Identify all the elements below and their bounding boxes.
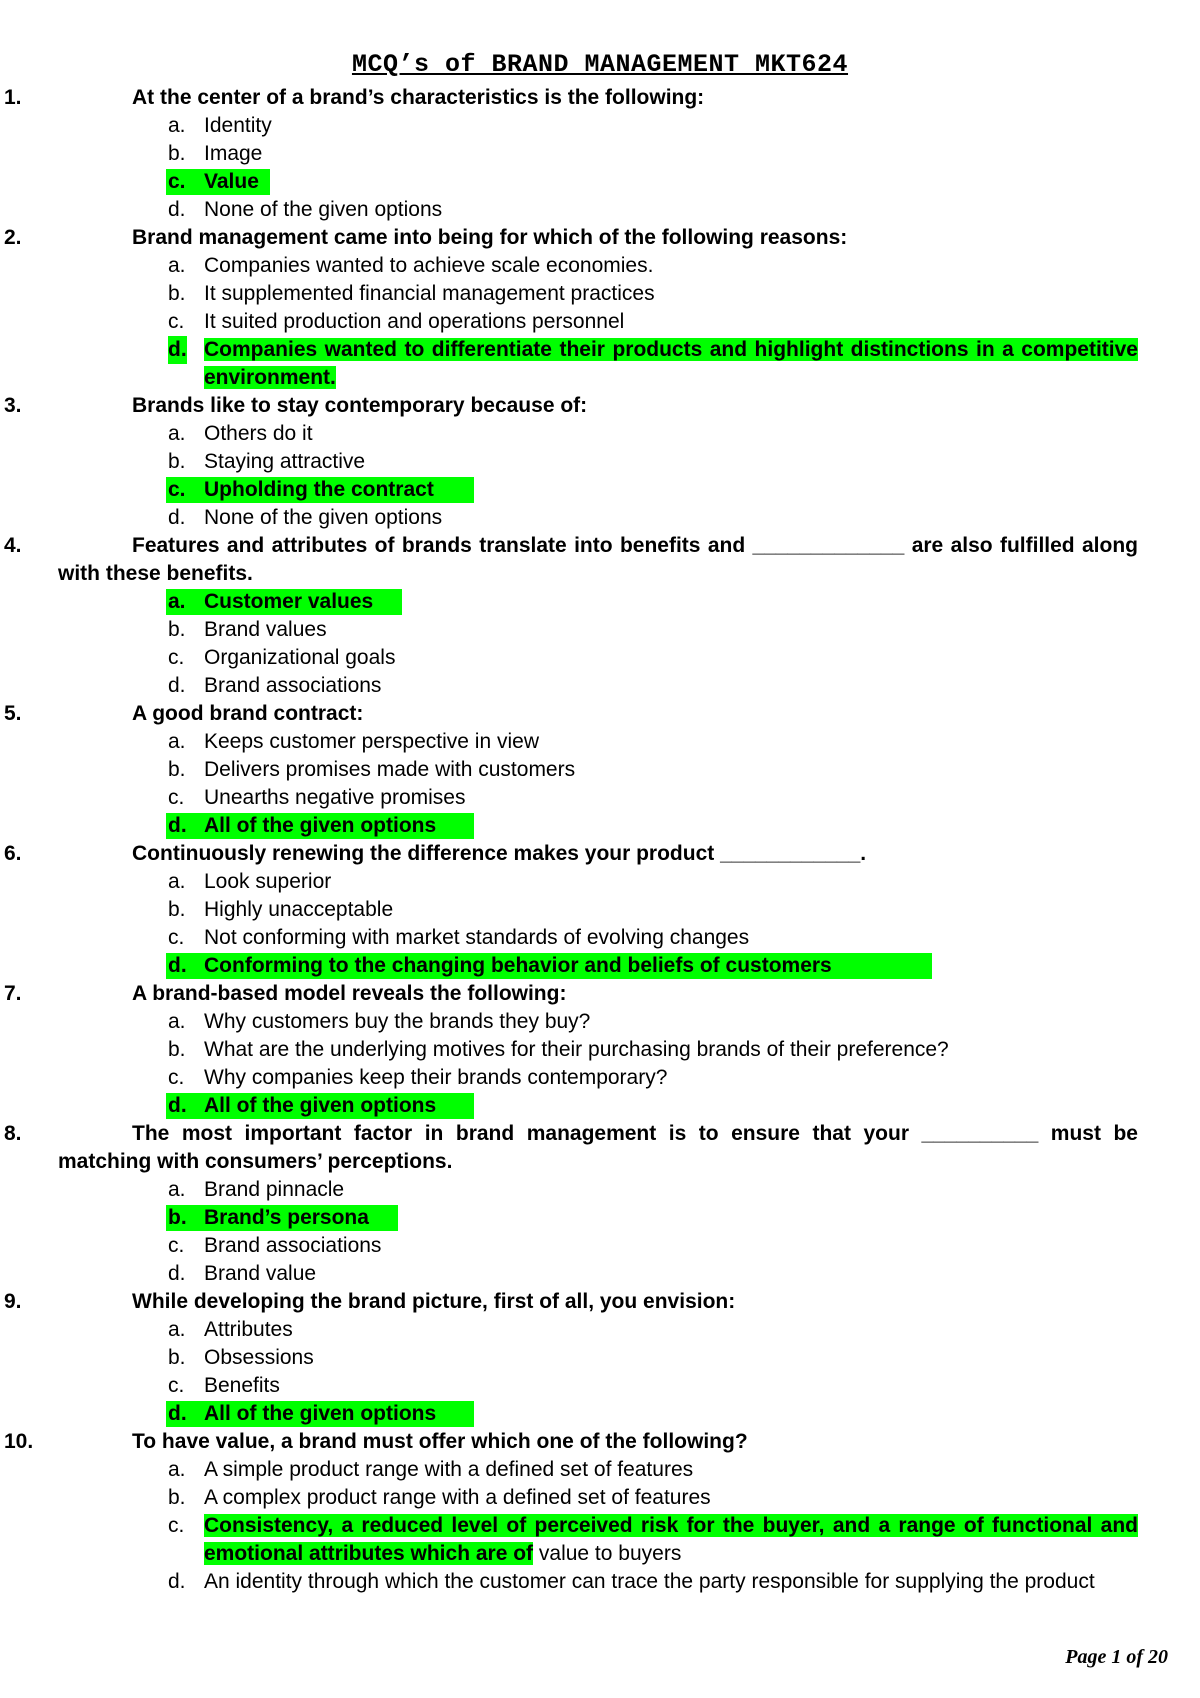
option xyxy=(0,672,1200,700)
correct-option xyxy=(0,336,1200,392)
option-letter: a. xyxy=(168,254,186,277)
question-number: 8. xyxy=(4,1122,22,1145)
option-text: A complex product range with a defined set of features xyxy=(204,1486,711,1509)
option-text: Upholding the contract xyxy=(204,478,434,501)
option xyxy=(0,896,1200,924)
option xyxy=(0,1036,1200,1064)
option-text: All of the given options xyxy=(204,1402,437,1425)
question-number: 5. xyxy=(4,702,22,725)
page-title: MCQ’s of BRAND MANAGEMENT MKT624 xyxy=(351,50,849,79)
option-text: Benefits xyxy=(204,1374,280,1397)
option-letter: d. xyxy=(168,336,187,364)
option-letter: d. xyxy=(168,1570,186,1593)
option xyxy=(0,644,1200,672)
option-letter: d. xyxy=(168,1402,187,1425)
question-number: 4. xyxy=(4,534,22,557)
option-letter: d. xyxy=(168,954,187,977)
question-text: To have value, a brand must offer which one of the following? xyxy=(132,1430,748,1453)
question-10 xyxy=(0,1428,1200,1596)
question-9 xyxy=(0,1288,1200,1428)
option-letter: d. xyxy=(168,814,187,837)
question-1 xyxy=(0,84,1200,224)
option-text: Brand associations xyxy=(204,674,382,697)
option-text: It supplemented financial management practices xyxy=(204,282,655,305)
option-letter: a. xyxy=(168,1178,186,1201)
question-number: 7. xyxy=(4,982,22,1005)
option-text: An identity through which the customer can trace the party responsible for supplying the product xyxy=(204,1570,1095,1593)
option xyxy=(0,784,1200,812)
correct-option xyxy=(0,1512,1200,1568)
option-letter: a. xyxy=(168,730,186,753)
option-text: Brand associations xyxy=(204,1234,382,1257)
option-text-rest: value to buyers xyxy=(533,1542,682,1565)
option-letter: d. xyxy=(168,198,186,221)
option xyxy=(0,1344,1200,1372)
question-7 xyxy=(0,980,1200,1120)
option-text: Identity xyxy=(204,114,272,137)
option-letter: d. xyxy=(168,506,186,529)
option-text: Brand values xyxy=(204,618,327,641)
option xyxy=(0,448,1200,476)
option-text: Why companies keep their brands contemporary? xyxy=(204,1066,668,1089)
question-list xyxy=(0,84,1200,1596)
option-letter: c. xyxy=(168,170,186,193)
correct-option xyxy=(0,1204,1200,1232)
correct-option xyxy=(0,1400,1200,1428)
correct-option xyxy=(0,476,1200,504)
option xyxy=(0,1568,1200,1596)
option-text: Obsessions xyxy=(204,1346,314,1369)
option xyxy=(0,924,1200,952)
option-letter: b. xyxy=(168,1346,186,1369)
question-text: Features and attributes of brands translate into benefits and _____________ are also fulfilled along with these benefits. xyxy=(58,534,1138,585)
option-letter: b. xyxy=(168,450,186,473)
option-text: Image xyxy=(204,142,263,165)
question-number: 2. xyxy=(4,226,22,249)
option-letter: b. xyxy=(168,142,186,165)
option-text: What are the underlying motives for their purchasing brands of their preference? xyxy=(204,1038,949,1061)
option xyxy=(0,112,1200,140)
option-text: Conforming to the changing behavior and beliefs of customers xyxy=(204,954,832,977)
option-letter: c. xyxy=(168,1374,185,1397)
option-letter: a. xyxy=(168,114,186,137)
option-letter: c. xyxy=(168,1514,185,1537)
option xyxy=(0,1176,1200,1204)
question-text: The most important factor in brand management is to ensure that your __________ must be matching with consumers’ perceptions. xyxy=(58,1122,1138,1173)
question-number: 9. xyxy=(4,1290,22,1313)
option xyxy=(0,196,1200,224)
correct-option xyxy=(0,1092,1200,1120)
question-number: 6. xyxy=(4,842,22,865)
option-text: A simple product range with a defined set of features xyxy=(204,1458,694,1481)
option-text: Attributes xyxy=(204,1318,293,1341)
option-text: Value xyxy=(204,170,259,193)
option xyxy=(0,280,1200,308)
correct-option xyxy=(0,168,1200,196)
option xyxy=(0,1484,1200,1512)
option-letter: b. xyxy=(168,618,186,641)
option-letter: b. xyxy=(168,898,186,921)
option-letter: c. xyxy=(168,646,185,669)
option xyxy=(0,728,1200,756)
option xyxy=(0,140,1200,168)
option-letter: a. xyxy=(168,1010,186,1033)
question-8 xyxy=(0,1120,1200,1288)
option-text: Brand value xyxy=(204,1262,317,1285)
option-letter: a. xyxy=(168,422,186,445)
option-text: Organizational goals xyxy=(204,646,396,669)
option xyxy=(0,616,1200,644)
question-text: While developing the brand picture, first of all, you envision: xyxy=(132,1290,736,1313)
option-letter: b. xyxy=(168,282,186,305)
option-letter: d. xyxy=(168,1262,186,1285)
question-text: At the center of a brand’s characteristics is the following: xyxy=(132,86,705,109)
option xyxy=(0,1456,1200,1484)
question-text: Brand management came into being for which of the following reasons: xyxy=(132,226,848,249)
option-text: Brand pinnacle xyxy=(204,1178,345,1201)
option-text: Unearths negative promises xyxy=(204,786,466,809)
correct-option xyxy=(0,952,1200,980)
option-letter: c. xyxy=(168,786,185,809)
question-6 xyxy=(0,840,1200,980)
option-text-highlighted: Consistency, a reduced level of perceived risk for the buyer, and a range of functional and emotional attributes which are of xyxy=(204,1514,1138,1565)
option-text: Keeps customer perspective in view xyxy=(204,730,539,753)
option-letter: b. xyxy=(168,1206,187,1229)
question-text: A brand-based model reveals the following: xyxy=(132,982,567,1005)
question-text: Brands like to stay contemporary because of: xyxy=(132,394,588,417)
question-number: 3. xyxy=(4,394,22,417)
question-5 xyxy=(0,700,1200,840)
option-text: Brand’s persona xyxy=(204,1206,369,1229)
option-text: All of the given options xyxy=(204,814,437,837)
option-text: Why customers buy the brands they buy? xyxy=(204,1010,591,1033)
question-4 xyxy=(0,532,1200,700)
option-letter: a. xyxy=(168,590,186,613)
question-3 xyxy=(0,392,1200,532)
option xyxy=(0,308,1200,336)
option-text: Staying attractive xyxy=(204,450,366,473)
option-text: None of the given options xyxy=(204,506,443,529)
option-letter: a. xyxy=(168,1458,186,1481)
question-text: A good brand contract: xyxy=(132,702,364,725)
option-text: Companies wanted to achieve scale economies. xyxy=(204,254,654,277)
option-text: Companies wanted to differentiate their products and highlight distinctions in a competitive environment. xyxy=(204,338,1138,389)
option-text: Others do it xyxy=(204,422,313,445)
option xyxy=(0,1372,1200,1400)
option xyxy=(0,1316,1200,1344)
option-letter: a. xyxy=(168,1318,186,1341)
option-text: It suited production and operations personnel xyxy=(204,310,625,333)
option-letter: d. xyxy=(168,1094,187,1117)
question-2 xyxy=(0,224,1200,392)
question-text: Continuously renewing the difference makes your product ____________. xyxy=(132,842,867,865)
option-letter: b. xyxy=(168,1486,186,1509)
option xyxy=(0,504,1200,532)
option-text: Delivers promises made with customers xyxy=(204,758,576,781)
option-letter: c. xyxy=(168,926,185,949)
option-letter: d. xyxy=(168,674,186,697)
option-text: Not conforming with market standards of evolving changes xyxy=(204,926,750,949)
option xyxy=(0,1064,1200,1092)
option-text: Look superior xyxy=(204,870,332,893)
page-number: Page 1 of 20 xyxy=(1065,1646,1168,1668)
option xyxy=(0,252,1200,280)
option xyxy=(0,1260,1200,1288)
option-letter: b. xyxy=(168,1038,186,1061)
option-letter: c. xyxy=(168,1066,185,1089)
option-text: None of the given options xyxy=(204,198,443,221)
option-text: Highly unacceptable xyxy=(204,898,394,921)
option xyxy=(0,1008,1200,1036)
option xyxy=(0,420,1200,448)
question-number: 10. xyxy=(4,1430,34,1453)
option-letter: c. xyxy=(168,310,185,333)
option-text: Customer values xyxy=(204,590,374,613)
correct-option xyxy=(0,588,1200,616)
option xyxy=(0,1232,1200,1260)
option-letter: c. xyxy=(168,478,186,501)
option-letter: a. xyxy=(168,870,186,893)
correct-option xyxy=(0,812,1200,840)
option-text: All of the given options xyxy=(204,1094,437,1117)
question-number: 1. xyxy=(4,86,22,109)
option-letter: c. xyxy=(168,1234,185,1257)
option xyxy=(0,868,1200,896)
option xyxy=(0,756,1200,784)
option-letter: b. xyxy=(168,758,186,781)
